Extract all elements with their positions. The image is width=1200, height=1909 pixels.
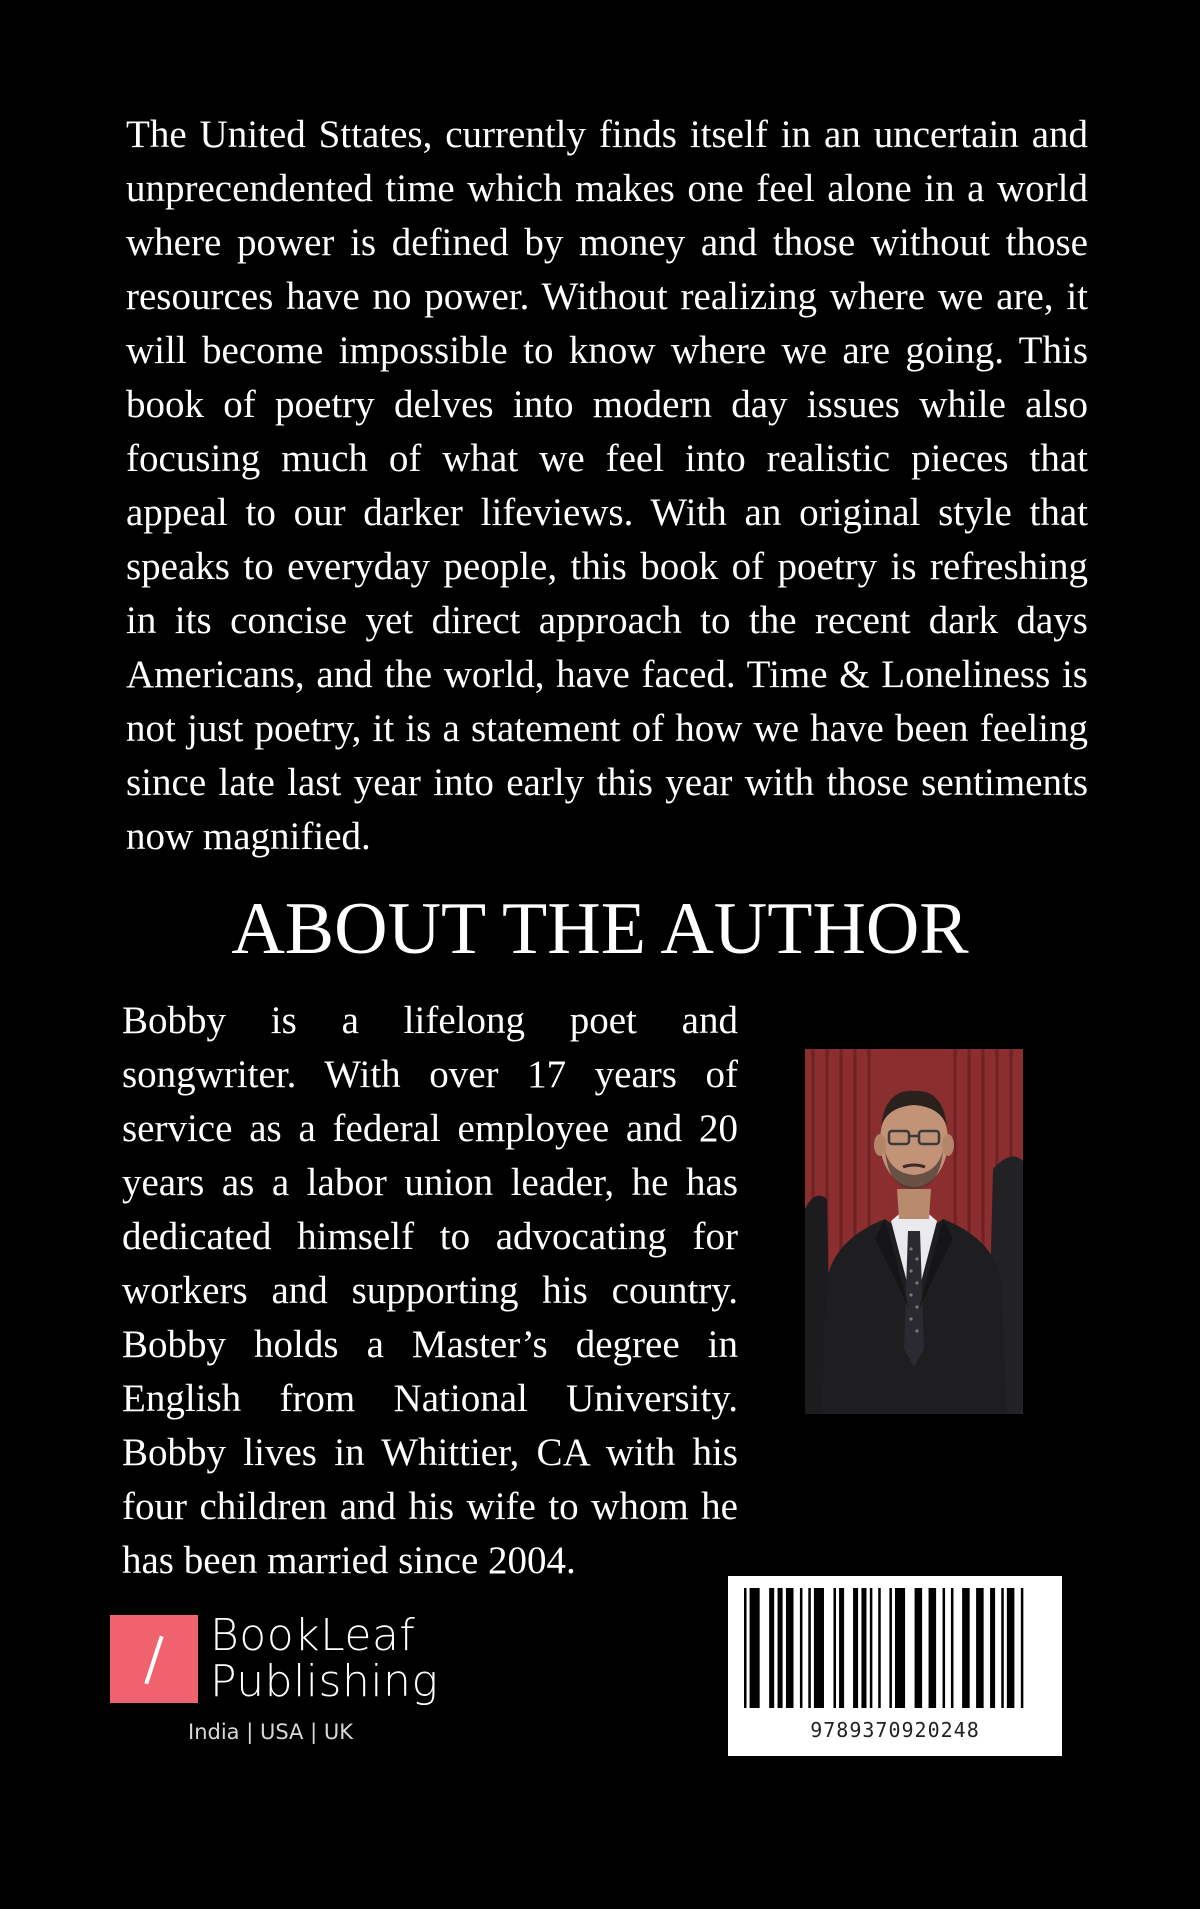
isbn-barcode	[728, 1576, 1062, 1756]
author-photo	[805, 1049, 1023, 1414]
bookleaf-slash-icon	[110, 1615, 198, 1703]
publisher-name-line2: Publishing	[210, 1656, 439, 1707]
about-author-heading: ABOUT THE AUTHOR	[231, 888, 969, 970]
publisher-regions: India | USA | UK	[188, 1720, 353, 1744]
isbn-number: 9789370920248	[810, 1718, 980, 1742]
back-cover-blurb: The United Sttates, currently finds itself in an uncertain and unprecendented time which makes one feel alone in a world where power is defined by money and those without those resources have no power. Without realizing where we are, it will become impossible to know where we are going. This book of poetry delves into modern day issues while also focusing much of what we feel into realistic pieces that appeal to our darker lifeviews. With an original style that speaks to everyday people, this book of poetry is refreshing in its concise yet direct approach to the recent dark days Americans, and the world, have faced. Time & Loneliness is not just poetry, it is a statement of how we have been feeling since late last year into early this year with those sentiments now magnified.	[126, 113, 1088, 858]
author-bio: Bobby is a lifelong poet and songwriter. With over 17 years of service as a federal employee and 20 years as a labor union leader, he has dedicated himself to advocating for workers and supporting his country. Bobby holds a Master’s degree in English from National University. Bobby lives in Whittier, CA with his four children and his wife to whom he has been married since 2004.	[122, 999, 738, 1582]
barcode-bars	[740, 1588, 1050, 1714]
publisher-name-line1: BookLeaf	[210, 1610, 416, 1661]
publisher-logo	[110, 1612, 440, 1762]
